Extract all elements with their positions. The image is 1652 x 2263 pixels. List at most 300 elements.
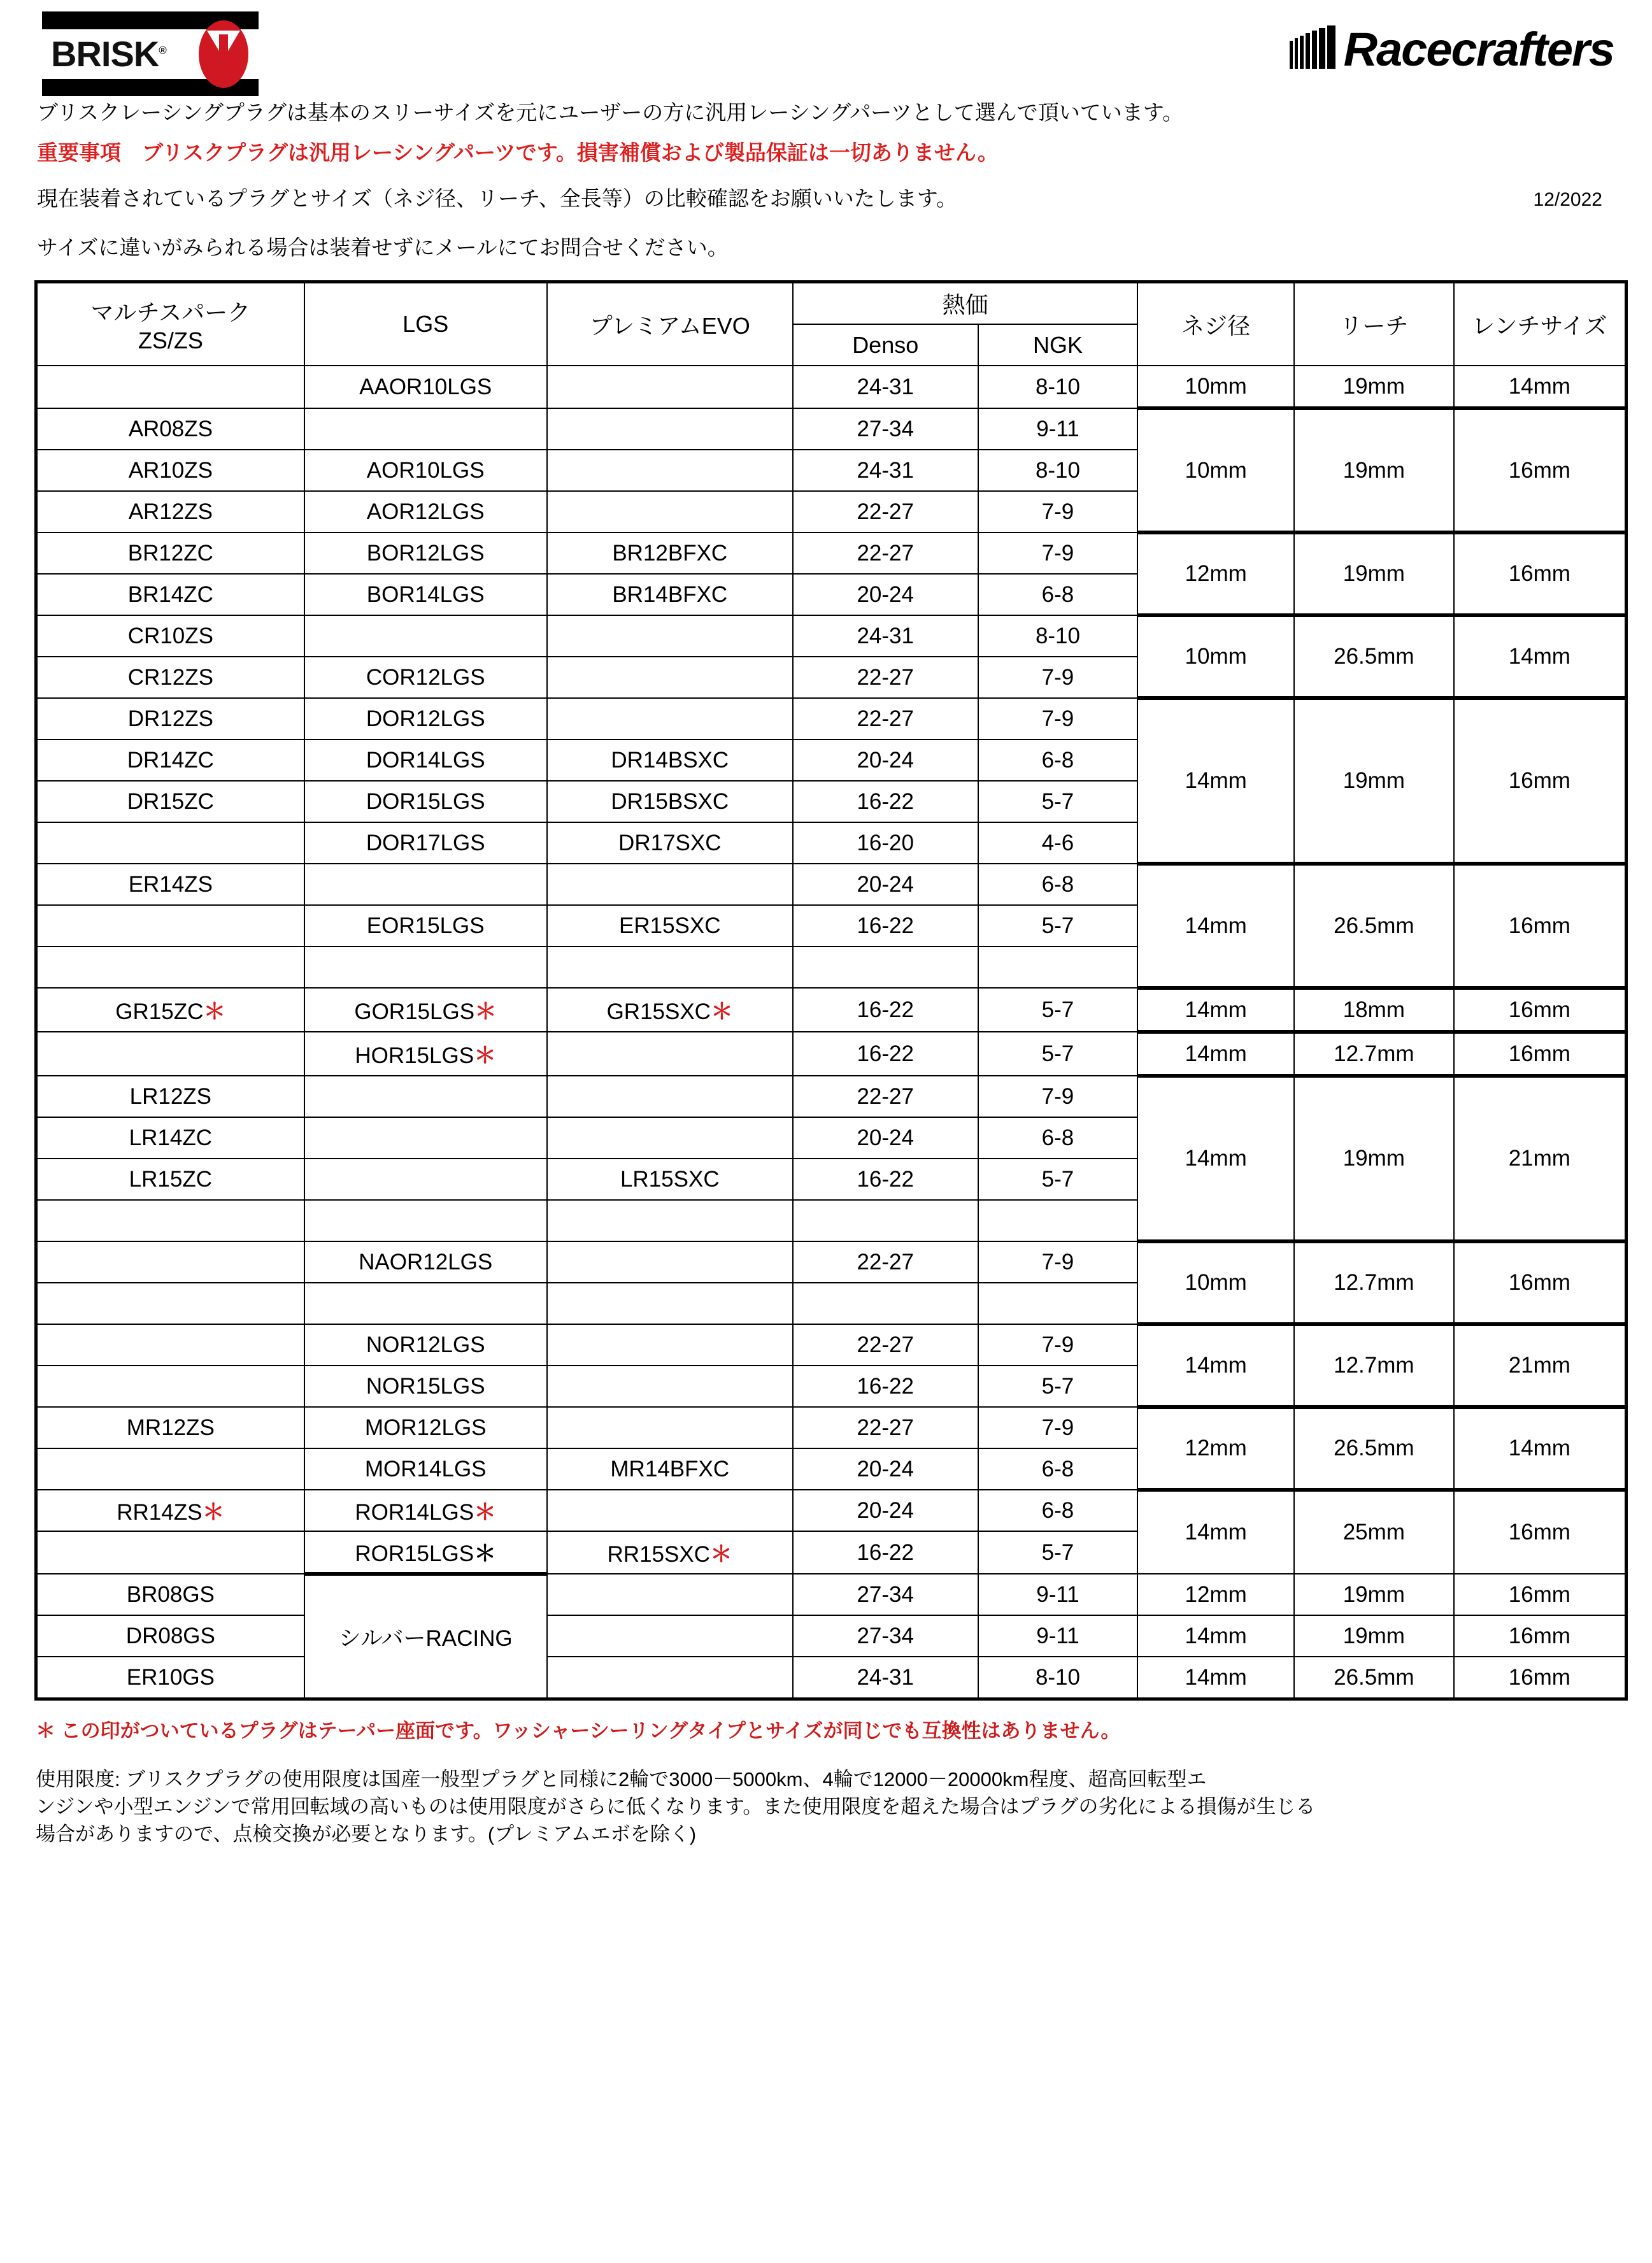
cell-heat-denso (793, 657, 978, 698)
cell-thread-diameter (1137, 1407, 1294, 1490)
cell-lgs (304, 1324, 547, 1366)
cell-multispark (36, 615, 304, 657)
cell-heat-denso-text: 22-27 (857, 1332, 914, 1357)
cell-wrench-size (1454, 1657, 1627, 1699)
cell-heat-ngk-text: 4-6 (1041, 830, 1074, 855)
cell-premium-evo (547, 1448, 793, 1490)
table-row (36, 1615, 1627, 1657)
table-row (36, 1076, 1627, 1117)
cell-heat-ngk (978, 739, 1138, 781)
cell-heat-denso-text: 16-22 (857, 789, 914, 814)
cell-premium-evo (547, 1324, 793, 1366)
cell-wrench-size-text: 21mm (1508, 1146, 1570, 1171)
cell-multispark-text: GR15ZC (115, 999, 204, 1024)
cell-heat-ngk (978, 1117, 1138, 1159)
cell-heat-denso (793, 905, 978, 946)
cell-heat-denso-text: 22-27 (857, 706, 914, 731)
cell-heat-ngk (978, 1324, 1138, 1366)
cell-heat-ngk (978, 1200, 1138, 1241)
cell-reach-text: 19mm (1342, 1146, 1405, 1171)
cell-heat-ngk (978, 864, 1138, 905)
cell-heat-denso (793, 946, 978, 988)
cell-premium-evo (547, 988, 793, 1032)
cell-multispark-text: BR08GS (126, 1581, 215, 1607)
cell-heat-denso-text: 20-24 (857, 1497, 914, 1523)
cell-wrench-size-text: 21mm (1508, 1353, 1570, 1378)
intro-block (37, 102, 1623, 261)
cell-thread-diameter-text: 12mm (1185, 1436, 1247, 1460)
cell-silver-racing-label (304, 1574, 547, 1699)
cell-lgs-text: MOR12LGS (364, 1415, 487, 1440)
cell-multispark-text: DR15ZC (127, 789, 214, 814)
cell-lgs-text: BOR12LGS (366, 540, 485, 566)
taper-asterisk-icon: ＊ (474, 1499, 497, 1525)
registered-trademark-icon: ® (159, 43, 166, 56)
cell-premium-evo-text: DR15BSXC (611, 789, 729, 814)
cell-heat-denso (793, 450, 978, 491)
cell-wrench-size (1454, 988, 1627, 1032)
cell-premium-evo (547, 698, 793, 739)
table-row (36, 615, 1627, 657)
cell-premium-evo (547, 615, 793, 657)
cell-heat-denso-text: 24-31 (857, 1664, 914, 1690)
cell-thread-diameter (1137, 366, 1294, 408)
cell-heat-ngk (978, 1574, 1138, 1615)
cell-thread-diameter-text: 14mm (1185, 913, 1247, 938)
cell-heat-denso-text: 16-22 (857, 1373, 914, 1399)
cell-heat-denso (793, 1657, 978, 1699)
cell-multispark (36, 781, 304, 822)
cell-premium-evo (547, 1159, 793, 1200)
table-row (36, 408, 1627, 450)
cell-lgs (304, 574, 547, 615)
cell-thread-diameter (1137, 1032, 1294, 1076)
cell-heat-ngk-text: 7-9 (1041, 499, 1074, 524)
cell-lgs (304, 988, 547, 1032)
cell-lgs (304, 698, 547, 739)
cell-multispark (36, 1657, 304, 1699)
taper-asterisk-icon: ＊ (474, 1541, 497, 1566)
cell-lgs (304, 822, 547, 864)
cell-wrench-size (1454, 1574, 1627, 1615)
cell-multispark (36, 491, 304, 532)
taper-asterisk-icon: ＊ (710, 999, 733, 1024)
cell-heat-ngk-text: 5-7 (1041, 1166, 1074, 1192)
cell-heat-ngk (978, 657, 1138, 698)
cell-thread-diameter (1137, 1615, 1294, 1657)
cell-heat-denso-text: 16-22 (857, 997, 914, 1022)
page-header (29, 0, 1623, 102)
cell-multispark-text: CR10ZS (127, 623, 213, 648)
cell-premium-evo-text: GR15SXC (606, 999, 711, 1024)
header-reach: リーチ (1294, 282, 1454, 366)
cell-reach-text: 19mm (1342, 768, 1405, 793)
cell-heat-ngk (978, 781, 1138, 822)
cell-premium-evo-text: BR12BFXC (612, 540, 728, 566)
cell-lgs-text: DOR14LGS (366, 747, 485, 773)
cell-premium-evo (547, 1531, 793, 1574)
cell-thread-diameter (1137, 1574, 1294, 1615)
cell-reach (1294, 698, 1454, 864)
cell-premium-evo (547, 1200, 793, 1241)
cell-heat-denso-text: 16-22 (857, 913, 914, 938)
cell-heat-denso (793, 1241, 978, 1283)
cell-heat-ngk (978, 822, 1138, 864)
cell-lgs (304, 1490, 547, 1531)
cell-heat-ngk-text: 6-8 (1041, 582, 1074, 607)
cell-heat-ngk-text: 8-10 (1035, 374, 1080, 399)
cell-heat-ngk-text: 5-7 (1041, 997, 1074, 1022)
cell-lgs (304, 1531, 547, 1574)
cell-wrench-size-text: 16mm (1508, 997, 1570, 1022)
usage-limit-note (36, 1766, 1623, 1848)
cell-heat-denso (793, 1324, 978, 1366)
cell-wrench-size-text: 16mm (1508, 1041, 1570, 1066)
cell-thread-diameter-text: 14mm (1185, 1353, 1247, 1378)
cell-multispark (36, 739, 304, 781)
table-row (36, 1241, 1627, 1283)
cell-wrench-size-text: 16mm (1508, 561, 1570, 586)
cell-heat-denso-text: 22-27 (857, 1415, 914, 1440)
cell-wrench-size (1454, 366, 1627, 408)
cell-heat-ngk-text: 7-9 (1041, 1332, 1074, 1357)
cell-heat-ngk (978, 946, 1138, 988)
cell-multispark (36, 408, 304, 450)
cell-thread-diameter (1137, 408, 1294, 532)
table-row (36, 698, 1627, 739)
cell-thread-diameter (1137, 864, 1294, 988)
cell-premium-evo (547, 408, 793, 450)
cell-premium-evo-text: RR15SXC (607, 1541, 710, 1567)
cell-multispark (36, 1531, 304, 1574)
cell-heat-denso-text: 22-27 (857, 540, 914, 566)
cell-heat-denso (793, 1574, 978, 1615)
cell-heat-ngk (978, 1531, 1138, 1574)
cell-thread-diameter (1137, 532, 1294, 615)
cell-reach-text: 26.5mm (1334, 913, 1414, 938)
cell-lgs (304, 366, 547, 408)
cell-heat-denso (793, 366, 978, 408)
cell-premium-evo (547, 450, 793, 491)
cell-lgs (304, 905, 547, 946)
usage-limit-line-1: 使用限度: ブリスクプラグの使用限度は国産一般型プラグと同様に2輪で3000－5000km、4輪で12000－20000km程度、超高回転型エ (36, 1768, 1207, 1790)
cell-heat-denso (793, 491, 978, 532)
cell-reach-text: 25mm (1342, 1520, 1405, 1545)
intro-important-notice: 重要事項 ブリスクプラグは汎用レーシングパーツです。損害補償および製品保証は一切ありません。 (37, 141, 999, 164)
cell-thread-diameter-text: 10mm (1185, 1270, 1247, 1295)
brisk-flame-icon (199, 20, 248, 88)
cell-heat-ngk-text: 8-10 (1035, 1664, 1080, 1690)
table-row (36, 988, 1627, 1032)
cell-premium-evo (547, 657, 793, 698)
header-thread-diameter: ネジ径 (1137, 282, 1294, 366)
table-row (36, 1657, 1627, 1699)
cell-lgs-text: ROR14LGS (355, 1499, 474, 1525)
cell-lgs-text: AOR10LGS (366, 457, 485, 483)
cell-heat-denso (793, 1366, 978, 1407)
cell-thread-diameter (1137, 988, 1294, 1032)
cell-multispark-text: LR15ZC (129, 1166, 212, 1192)
cell-wrench-size (1454, 1490, 1627, 1574)
cell-premium-evo-text: MR14BFXC (610, 1456, 730, 1481)
cell-heat-ngk (978, 1032, 1138, 1076)
cell-heat-denso-text: 16-20 (857, 830, 914, 855)
cell-heat-ngk (978, 532, 1138, 574)
cell-reach (1294, 1615, 1454, 1657)
cell-heat-ngk-text: 6-8 (1041, 747, 1074, 773)
cell-lgs (304, 532, 547, 574)
cell-heat-ngk (978, 1241, 1138, 1283)
cell-premium-evo (547, 1574, 793, 1615)
cell-lgs (304, 491, 547, 532)
cell-heat-denso (793, 1448, 978, 1490)
cell-heat-ngk (978, 1159, 1138, 1200)
cell-lgs-text: ROR15LGS (355, 1541, 474, 1566)
cell-thread-diameter (1137, 698, 1294, 864)
cell-wrench-size-text: 16mm (1508, 1623, 1570, 1648)
cell-multispark-text: RR14ZS (117, 1499, 203, 1525)
cell-heat-ngk (978, 408, 1138, 450)
cell-heat-denso (793, 532, 978, 574)
cell-heat-denso-text: 27-34 (857, 1623, 914, 1648)
cell-heat-ngk-text: 6-8 (1041, 871, 1074, 897)
cell-heat-ngk (978, 450, 1138, 491)
cell-reach-text: 12.7mm (1334, 1353, 1414, 1378)
cell-heat-denso-text: 16-22 (857, 1539, 914, 1565)
cell-heat-ngk (978, 1407, 1138, 1448)
cell-multispark (36, 1490, 304, 1531)
cell-reach-text: 12.7mm (1334, 1270, 1414, 1295)
cell-multispark (36, 1076, 304, 1117)
cell-multispark (36, 1200, 304, 1241)
cell-heat-ngk-text: 6-8 (1041, 1497, 1074, 1523)
cell-lgs-text: NOR12LGS (366, 1332, 485, 1357)
cell-heat-denso (793, 1615, 978, 1657)
cell-wrench-size (1454, 1407, 1627, 1490)
cell-heat-ngk-text: 7-9 (1041, 1083, 1074, 1109)
cell-lgs-text: GOR15LGS (354, 999, 475, 1024)
cell-multispark (36, 1159, 304, 1200)
cell-heat-ngk-text: 9-11 (1036, 416, 1079, 441)
cell-premium-evo (547, 1615, 793, 1657)
cell-reach-text: 26.5mm (1334, 1436, 1414, 1460)
cell-lgs (304, 1448, 547, 1490)
cell-multispark (36, 1448, 304, 1490)
cell-lgs (304, 657, 547, 698)
cell-reach-text: 26.5mm (1334, 644, 1414, 669)
cell-reach (1294, 864, 1454, 988)
cell-wrench-size-text: 14mm (1508, 644, 1570, 669)
cell-thread-diameter-text: 14mm (1185, 768, 1247, 793)
cell-lgs (304, 781, 547, 822)
cell-heat-ngk (978, 1366, 1138, 1407)
cell-heat-ngk-text: 5-7 (1041, 1373, 1074, 1399)
cell-multispark-text: CR12ZS (127, 664, 213, 690)
cell-premium-evo (547, 1076, 793, 1117)
cell-premium-evo-text: LR15SXC (620, 1166, 720, 1192)
cell-multispark (36, 1324, 304, 1366)
cell-heat-denso-text: 27-34 (857, 1581, 914, 1607)
cell-heat-ngk-text: 8-10 (1035, 457, 1080, 483)
cell-thread-diameter (1137, 1324, 1294, 1407)
cell-heat-denso-text: 22-27 (857, 1083, 914, 1109)
cell-premium-evo (547, 1032, 793, 1076)
cell-multispark (36, 1032, 304, 1076)
cell-heat-ngk-text: 6-8 (1041, 1125, 1074, 1150)
cell-multispark-text: DR14ZC (127, 747, 214, 773)
cell-heat-denso (793, 1531, 978, 1574)
header-premium-evo: プレミアムEVO (547, 282, 793, 366)
cell-heat-ngk-text: 7-9 (1041, 540, 1074, 566)
cell-heat-denso-text: 24-31 (857, 623, 914, 648)
cell-lgs-text: DOR17LGS (366, 830, 485, 855)
cell-reach (1294, 1490, 1454, 1574)
cell-wrench-size (1454, 1032, 1627, 1076)
cell-wrench-size (1454, 864, 1627, 988)
cell-reach-text: 18mm (1342, 997, 1405, 1022)
cell-premium-evo (547, 366, 793, 408)
cell-heat-ngk (978, 1657, 1138, 1699)
cell-multispark-text: AR10ZS (128, 457, 213, 483)
cell-lgs-text: DOR15LGS (366, 789, 485, 814)
table-row (36, 1574, 1627, 1615)
cell-heat-denso-text: 20-24 (857, 1456, 914, 1481)
cell-lgs-text: COR12LGS (366, 664, 485, 690)
cell-heat-ngk-text: 6-8 (1041, 1456, 1074, 1481)
cell-heat-denso (793, 1283, 978, 1324)
cell-premium-evo-text: ER15SXC (619, 913, 721, 938)
cell-heat-denso-text: 24-31 (857, 457, 914, 483)
cell-reach (1294, 1032, 1454, 1076)
cell-heat-ngk-text: 5-7 (1041, 913, 1074, 938)
cell-premium-evo (547, 822, 793, 864)
taper-asterisk-icon: ＊ (474, 1043, 497, 1068)
cell-reach (1294, 366, 1454, 408)
cell-heat-ngk (978, 905, 1138, 946)
cell-heat-ngk (978, 491, 1138, 532)
cell-heat-denso-text: 24-31 (857, 374, 914, 399)
cell-premium-evo-text: DR14BSXC (611, 747, 729, 773)
cell-reach (1294, 1241, 1454, 1324)
cell-heat-ngk (978, 1615, 1138, 1657)
speed-bars-icon (1290, 24, 1337, 69)
cell-heat-denso (793, 1076, 978, 1117)
cell-heat-denso-text: 20-24 (857, 1125, 914, 1150)
cell-thread-diameter-text: 14mm (1185, 1146, 1247, 1171)
cell-heat-denso-text: 16-22 (857, 1166, 914, 1192)
cell-lgs (304, 946, 547, 988)
cell-thread-diameter (1137, 1241, 1294, 1324)
cell-multispark-text: MR12ZS (126, 1415, 215, 1440)
cell-reach (1294, 1324, 1454, 1407)
cell-multispark-text: AR08ZS (128, 416, 213, 441)
cell-lgs (304, 1159, 547, 1200)
cell-multispark (36, 574, 304, 615)
taper-asterisk-icon: ＊ (474, 999, 497, 1024)
cell-heat-denso (793, 1032, 978, 1076)
cell-multispark (36, 1366, 304, 1407)
cell-heat-ngk-text: 5-7 (1041, 1041, 1074, 1066)
cell-heat-ngk (978, 615, 1138, 657)
cell-heat-denso (793, 574, 978, 615)
cell-multispark (36, 532, 304, 574)
cell-multispark-text: LR12ZS (129, 1083, 212, 1109)
cell-wrench-size (1454, 1076, 1627, 1241)
cell-heat-ngk (978, 366, 1138, 408)
cell-thread-diameter (1137, 1076, 1294, 1241)
cell-premium-evo (547, 1490, 793, 1531)
table-header-row-1 (36, 282, 1627, 325)
cell-premium-evo-text: BR14BFXC (612, 582, 728, 607)
cell-heat-ngk (978, 1490, 1138, 1531)
cell-reach (1294, 1657, 1454, 1699)
cell-premium-evo (547, 1657, 793, 1699)
cell-heat-ngk (978, 1448, 1138, 1490)
header-multispark (36, 282, 304, 366)
cell-heat-denso (793, 739, 978, 781)
cell-heat-denso-text: 22-27 (857, 664, 914, 690)
header-heat-ngk: NGK (978, 324, 1138, 366)
table-row (36, 1407, 1627, 1448)
cell-reach-text: 26.5mm (1334, 1664, 1414, 1690)
cell-multispark (36, 1615, 304, 1657)
cell-reach (1294, 1076, 1454, 1241)
table-row (36, 532, 1627, 574)
header-lgs: LGS (304, 282, 547, 366)
cell-thread-diameter-text: 14mm (1185, 1041, 1247, 1066)
intro-line-3: 現在装着されているプラグとサイズ（ネジ径、リーチ、全長等）の比較確認をお願いいたします。 (37, 187, 958, 210)
cell-premium-evo (547, 739, 793, 781)
cell-thread-diameter-text: 10mm (1185, 457, 1247, 483)
cell-multispark (36, 1574, 304, 1615)
cell-lgs (304, 1366, 547, 1407)
cell-reach (1294, 532, 1454, 615)
cell-lgs (304, 739, 547, 781)
cell-multispark (36, 905, 304, 946)
cell-lgs-text: NOR15LGS (366, 1373, 485, 1399)
cell-multispark (36, 946, 304, 988)
asterisk-icon: ＊ (36, 1720, 55, 1742)
cell-multispark (36, 988, 304, 1032)
cell-reach-text: 19mm (1342, 1581, 1405, 1607)
cell-lgs (304, 1200, 547, 1241)
cell-multispark (36, 657, 304, 698)
cell-thread-diameter-text: 14mm (1185, 1664, 1247, 1690)
cell-thread-diameter-text: 14mm (1185, 1623, 1247, 1648)
cell-heat-denso-text: 20-24 (857, 582, 914, 607)
cell-lgs (304, 1032, 547, 1076)
cell-thread-diameter-text: 10mm (1185, 373, 1247, 399)
cell-heat-denso-text: 20-24 (857, 747, 914, 773)
cell-wrench-size (1454, 615, 1627, 698)
cell-heat-denso-text: 20-24 (857, 871, 914, 897)
cell-premium-evo (547, 1407, 793, 1448)
cell-multispark-text: LR14ZC (129, 1125, 212, 1150)
brisk-wordmark: BRISK (51, 33, 159, 74)
cell-wrench-size (1454, 1324, 1627, 1407)
cell-wrench-size (1454, 1615, 1627, 1657)
cell-heat-denso (793, 1490, 978, 1531)
taper-seat-note (36, 1715, 1623, 1743)
cell-heat-ngk-text: 5-7 (1041, 1539, 1074, 1565)
cell-heat-ngk-text: 9-11 (1036, 1623, 1079, 1648)
cell-multispark-text: DR08GS (125, 1623, 215, 1648)
cell-heat-denso (793, 615, 978, 657)
cell-reach-text: 19mm (1342, 1623, 1405, 1648)
cell-thread-diameter-text: 14mm (1185, 1520, 1247, 1545)
cell-lgs (304, 615, 547, 657)
cell-heat-ngk-text: 7-9 (1041, 1249, 1074, 1274)
